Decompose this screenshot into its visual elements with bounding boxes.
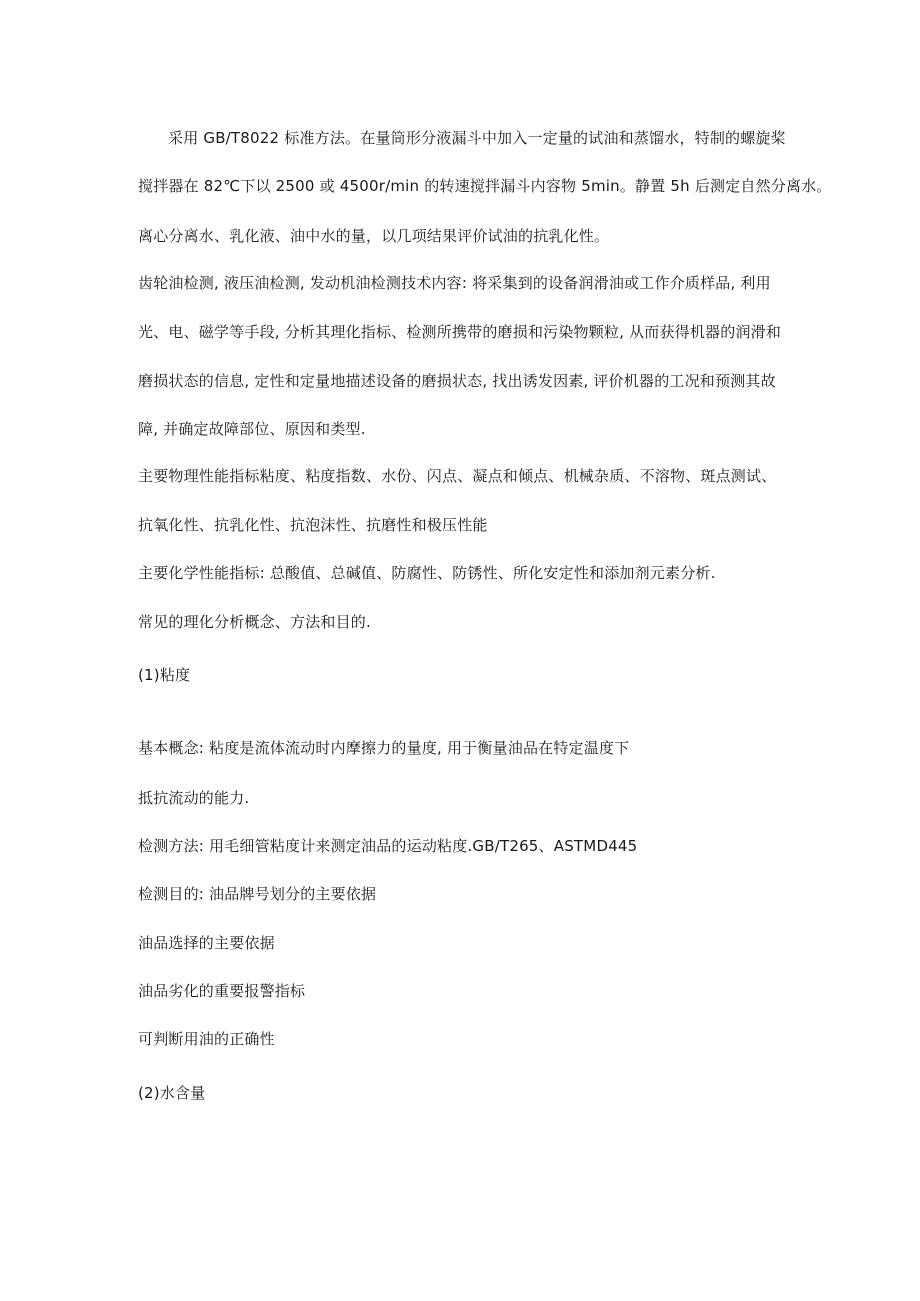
paragraph-line: 磨损状态的信息, 定性和定量地描述设备的磨损状态, 找出诱发因素, 评价机器的工况和预测其故 <box>138 372 776 390</box>
paragraph-line: 基本概念: 粘度是流体流动时内摩擦力的量度, 用于衡量油品在特定温度下 <box>138 739 630 757</box>
paragraph-line: 抵抗流动的能力. <box>138 789 250 807</box>
paragraph-line: 光、电、磁学等手段, 分析其理化指标、检测所携带的磨损和污染物颗粒, 从而获得机器的润滑和 <box>138 323 782 341</box>
paragraph-line: 搅拌器在 82℃下以 2500 或 4500r/min 的转速搅拌漏斗内容物 5min。静置 5h 后测定自然分离水。 <box>138 177 832 195</box>
paragraph-line: 油品劣化的重要报警指标 <box>138 982 306 1000</box>
paragraph-line: 常见的理化分析概念、方法和目的. <box>138 613 371 631</box>
section-heading: (1)粘度 <box>138 666 191 684</box>
paragraph-line: 采用 GB/T8022 标准方法。在量筒形分液漏斗中加入一定量的试油和蒸馏水，特制的螺旋桨 <box>168 129 786 147</box>
section-heading: (2)水含量 <box>138 1084 206 1102</box>
paragraph-line: 齿轮油检测, 液压油检测, 发动机油检测技术内容: 将采集到的设备润滑油或工作介质样品, 利用 <box>138 274 771 292</box>
paragraph-line: 可判断用油的正确性 <box>138 1030 275 1048</box>
paragraph-line: 主要化学性能指标: 总酸值、总碱值、防腐性、防锈性、所化安定性和添加剂元素分析. <box>138 564 716 582</box>
paragraph-line: 检测目的: 油品牌号划分的主要依据 <box>138 885 377 903</box>
paragraph-line: 离心分离水、乳化液、油中水的量，以几项结果评价试油的抗乳化性。 <box>138 227 610 245</box>
paragraph-line: 油品选择的主要依据 <box>138 934 275 952</box>
paragraph-line: 检测方法: 用毛细管粘度计来测定油品的运动粘度.GB/T265、ASTMD445 <box>138 837 638 855</box>
paragraph-line: 抗氧化性、抗乳化性、抗泡沫性、抗磨性和极压性能 <box>138 516 488 534</box>
paragraph-line: 障, 并确定故障部位、原因和类型. <box>138 420 366 438</box>
paragraph-line: 主要物理性能指标粘度、粘度指数、水份、闪点、凝点和倾点、机械杂质、不溶物、斑点测试、 <box>138 467 777 485</box>
